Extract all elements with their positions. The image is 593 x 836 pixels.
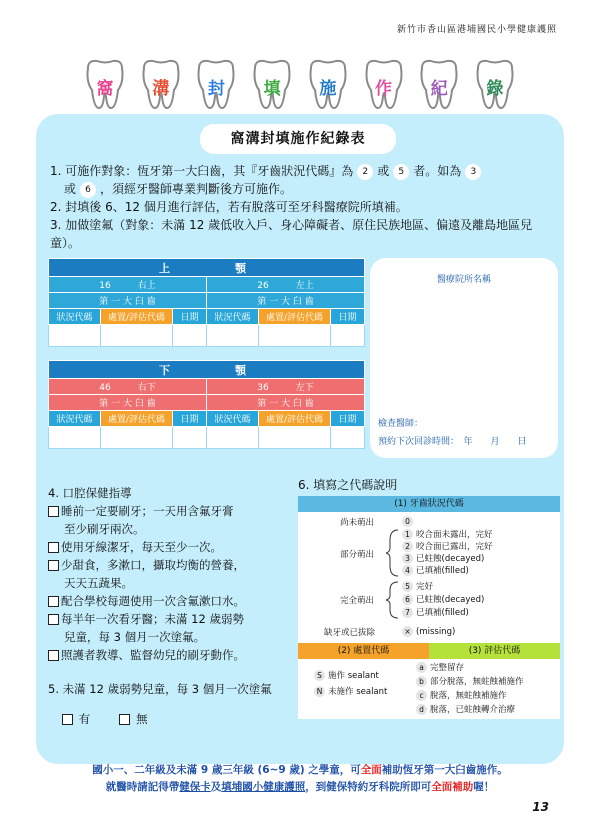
title-tooth-char: 封	[191, 58, 241, 112]
date-field[interactable]	[331, 427, 365, 449]
checkbox[interactable]	[48, 614, 59, 625]
title-tooth-char: 錄	[470, 58, 520, 112]
guidance-item: 照護者教導、監督幼兒的刷牙動作。	[48, 646, 288, 664]
code-dot: b	[416, 676, 427, 687]
fluoride-options: 有 無	[48, 710, 288, 728]
code-legend	[298, 476, 560, 719]
date-header: 日期	[331, 309, 365, 325]
treatment-code-field[interactable]	[101, 427, 173, 449]
code-dot: 4	[402, 565, 413, 576]
treatment-eval-header	[298, 643, 560, 659]
date-header: 日期	[331, 411, 365, 427]
code-legend-title: 6. 填寫之代碼說明	[298, 478, 398, 492]
guidance-item: 配合學校每週使用一次含氟漱口水。	[48, 592, 288, 610]
dentist-label: 檢查醫師：	[378, 419, 424, 429]
subsidy-notice: 國小一、二年級及未滿 9 歲三年級 (6~9 歲) 之學童，可全面補助恆牙第一大臼齒施作。 就醫時請記得帶健保卡及填埔國小健康護照，到健保特約牙科院所即可全面補助喔！	[92, 764, 508, 793]
tooth-status-codes: 尚未萌出 0 部分萌出 1 咬合面未露出，完好 2 咬合面已露出，完好 3 已蛀蝕(decayed) 4 已填補(filled) 完全萌出 5 完好 6 已蛀蝕(decayed) 7 已填補(filled) 缺牙或已拔除 × (missing)	[298, 512, 560, 643]
tooth-46-label: 46 右下	[49, 379, 207, 395]
status-code-field[interactable]	[207, 325, 259, 347]
checkbox[interactable]	[48, 560, 59, 571]
title-tooth-char: 溝	[136, 58, 186, 112]
title-tooth-char: 施	[303, 58, 353, 112]
code-dot: 7	[402, 607, 413, 618]
first-molar-label: 第 一 大 臼 齒	[49, 395, 207, 411]
date-field[interactable]	[331, 325, 365, 347]
yes-checkbox[interactable]	[62, 714, 73, 725]
tooth-36-label: 36 左下	[207, 379, 365, 395]
item-2: 2. 封填後 6、12 個月進行評估，若有脫落可至牙科醫療院所填補。	[50, 200, 408, 214]
checkbox[interactable]	[48, 650, 59, 661]
title-tooth-char: 紀	[414, 58, 464, 112]
code-dot: 1	[402, 529, 413, 540]
title-teeth-row	[80, 58, 520, 114]
no-checkbox[interactable]	[119, 714, 130, 725]
code-dot: c	[416, 690, 427, 701]
oral-care-title: 4. 口腔保健指導	[48, 486, 132, 500]
code-dot: 2	[402, 541, 413, 552]
code-dot: S	[314, 670, 325, 681]
treatment-code-field[interactable]	[101, 325, 173, 347]
status-code-field[interactable]	[49, 325, 101, 347]
guidance-item: 睡前一定要刷牙；一天用含氟牙膏 至少刷牙兩次。	[48, 502, 288, 538]
clinic-name-label: 醫療院所名稱	[436, 275, 491, 285]
status-code-header: 狀況代碼	[49, 411, 101, 427]
status-code-header: 狀況代碼	[207, 411, 259, 427]
next-appointment-label: 預約下次回診時間： 年 月 日	[378, 437, 527, 447]
lower-jaw-table	[48, 360, 365, 449]
status-code-header: 狀況代碼	[207, 309, 259, 325]
status-code-header: 狀況代碼	[49, 309, 101, 325]
date-field[interactable]	[173, 427, 207, 449]
date-header: 日期	[173, 309, 207, 325]
item-3: 3. 加做塗氟（對象：未滿 12 歲低收入戶、身心障礙者、原住民族地區、偏遠及離島地區兒童）。	[50, 218, 533, 250]
code-dot: 6	[402, 594, 413, 605]
code-badge: 2	[357, 164, 373, 180]
date-field[interactable]	[173, 325, 207, 347]
clinic-stamp-box[interactable]	[370, 258, 558, 458]
code-badge: 3	[465, 164, 481, 180]
treatment-code-header: 處置/評估代碼	[259, 309, 331, 325]
bracket-icon	[386, 580, 400, 620]
checkbox[interactable]	[48, 506, 59, 517]
fluoride-question: 5. 未滿 12 歲弱勢兒童，每 3 個月一次塗氟	[48, 682, 272, 696]
page-header-note: 新竹市香山區港埔國民小學健康護照	[396, 25, 557, 35]
page-number: 13	[532, 800, 549, 814]
treatment-code-header: 處置/評估代碼	[101, 411, 173, 427]
date-header: 日期	[173, 411, 207, 427]
title-tooth-char: 作	[359, 58, 409, 112]
treatment-eval-codes: S 施作 sealant N 未施作 sealant a 完整留存 b 部分脫落，無蛀蝕補施作 c 脫落，無蛀蝕補施作 d 脫落，已蛀蝕轉介治療	[298, 659, 560, 719]
oral-care-guidance	[48, 484, 288, 728]
first-molar-label: 第 一 大 臼 齒	[49, 293, 207, 309]
title-tooth-char: 窩	[80, 58, 130, 112]
guidance-item: 每半年一次看牙醫；未滿 12 歲弱勢 兒童，每 3 個月一次塗氟。	[48, 610, 288, 646]
treatment-code-field[interactable]	[259, 427, 331, 449]
item-1: 1. 可施作對象：恆牙第一大臼齒，其『牙齒狀況代碼』為 2 或 5 者。如為 3 或 6 ，須經牙醫師專業判斷後方可施作。	[50, 162, 550, 198]
treatment-code-field[interactable]	[259, 325, 331, 347]
code-dot: ×	[402, 626, 413, 637]
tooth-16-label: 16 右上	[49, 277, 207, 293]
checkbox[interactable]	[48, 596, 59, 607]
bracket-icon	[386, 528, 400, 578]
upper-jaw-table	[48, 258, 365, 347]
code-dot: 5	[402, 581, 413, 592]
status-code-field[interactable]	[49, 427, 101, 449]
title-tooth-char: 填	[247, 58, 297, 112]
treatment-code-heading: (2) 處置代碼	[298, 643, 429, 659]
code-dot: N	[314, 686, 325, 697]
treatment-code-header: 處置/評估代碼	[259, 411, 331, 427]
status-code-field[interactable]	[207, 427, 259, 449]
lower-jaw-heading: 下 顎	[49, 361, 365, 379]
first-molar-label: 第 一 大 臼 齒	[207, 293, 365, 309]
evaluation-code-heading: (3) 評估代碼	[429, 643, 560, 659]
code-badge: 6	[80, 182, 96, 198]
code-badge: 5	[393, 164, 409, 180]
code-dot: 3	[402, 553, 413, 564]
upper-jaw-heading: 上 顎	[49, 259, 365, 277]
code-dot: a	[416, 662, 427, 673]
guidance-item: 使用牙線潔牙，每天至少一次。	[48, 538, 288, 556]
form-title-banner: 窩溝封填施作紀錄表	[200, 124, 396, 154]
code-dot: 0	[402, 516, 413, 527]
checkbox[interactable]	[48, 542, 59, 553]
tooth-26-label: 26 左上	[207, 277, 365, 293]
first-molar-label: 第 一 大 臼 齒	[207, 395, 365, 411]
guidance-item: 少甜食，多漱口，攝取均衡的營養， 天天五蔬果。	[48, 556, 288, 592]
treatment-code-header: 處置/評估代碼	[101, 309, 173, 325]
tooth-status-header: (1) 牙齒狀況代碼	[298, 496, 560, 512]
code-dot: d	[416, 704, 427, 715]
